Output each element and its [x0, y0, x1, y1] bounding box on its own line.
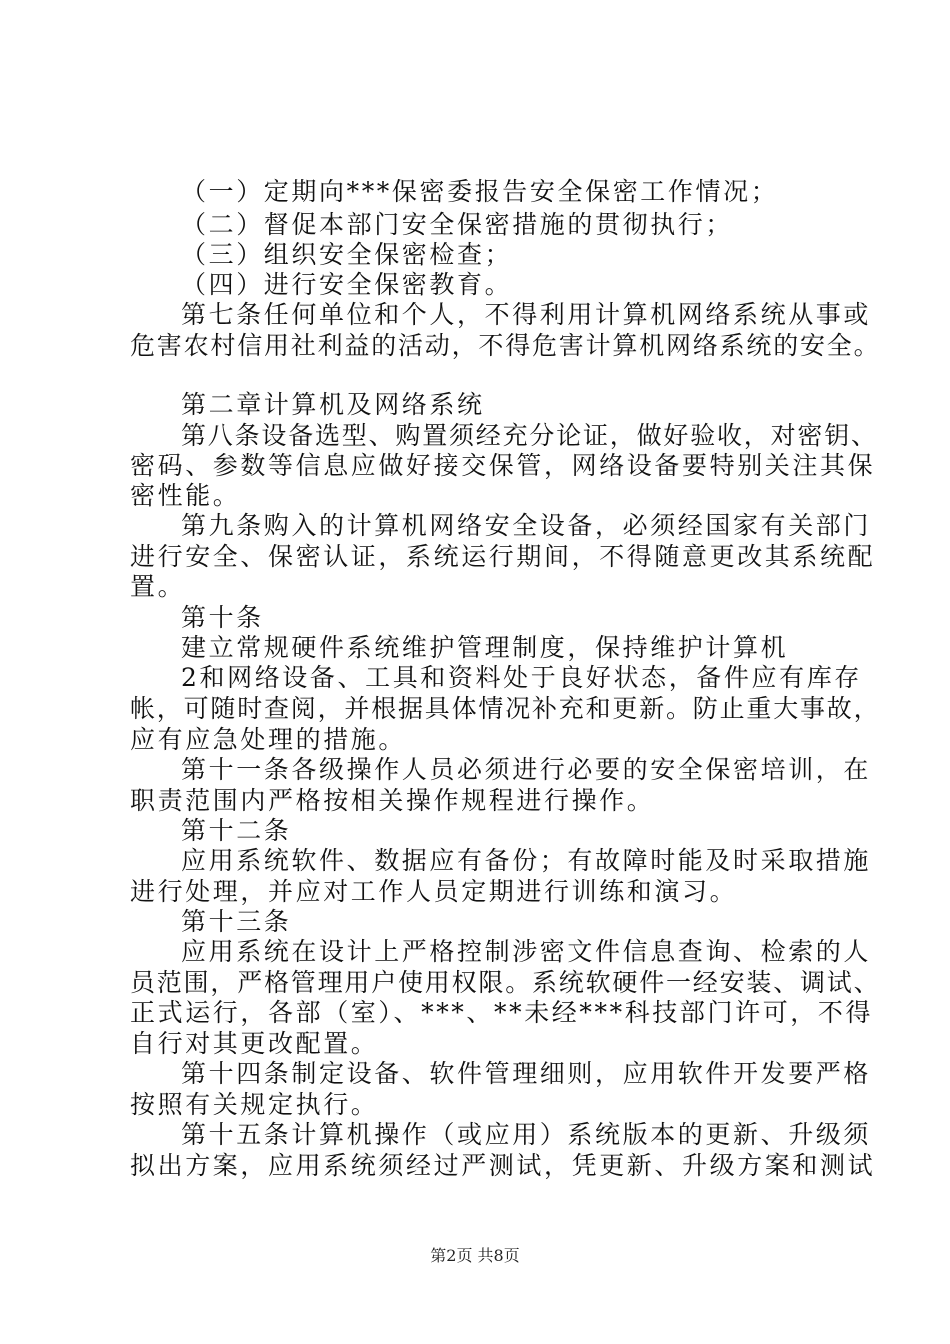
- text-line: 第九条购入的计算机网络安全设备，必须经国家有关部门: [181, 511, 872, 540]
- text-line: 应用系统软件、数据应有备份；有故障时能及时采取措施: [181, 846, 872, 875]
- article-heading: 第十二条: [181, 816, 292, 845]
- text-line: 密码、参数等信息应做好接交保管，网络设备要特别关注其保: [130, 451, 876, 480]
- text-line: 进行安全、保密认证，系统运行期间，不得随意更改其系统配: [130, 542, 876, 571]
- text-line: （二）督促本部门安全保密措施的贯彻执行；: [181, 210, 734, 239]
- text-line: 正式运行，各部（室）、***、**未经***科技部门许可，不得: [130, 998, 874, 1027]
- text-line: （一）定期向***保密委报告安全保密工作情况；: [181, 177, 779, 206]
- page-footer: 第2页 共8页: [430, 1246, 520, 1265]
- text-line: 第八条设备选型、购置须经充分论证，做好验收，对密钥、: [181, 421, 878, 450]
- text-line: 帐，可随时查阅，并根据具体情况补充和更新。防止重大事故，: [130, 694, 881, 723]
- text-line: 应有应急处理的措施。: [130, 725, 407, 754]
- article-heading: 第十三条: [181, 907, 292, 936]
- text-line: 第十一条各级操作人员必须进行必要的安全保密培训，在: [181, 755, 872, 784]
- text-line: 按照有关规定执行。: [130, 1090, 379, 1119]
- text-line: 第十四条制定设备、软件管理细则，应用软件开发要严格: [181, 1059, 872, 1088]
- text-line: 职责范围内严格按相关操作规程进行操作。: [130, 786, 655, 815]
- text-line: 置。: [130, 572, 186, 601]
- text-line: 第十五条计算机操作（或应用）系统版本的更新、升级须: [181, 1120, 872, 1149]
- text-line: 第七条任何单位和个人，不得利用计算机网络系统从事或: [181, 300, 872, 329]
- text-line: 自行对其更改配置。: [130, 1029, 379, 1058]
- text-line: 进行处理，并应对工作人员定期进行训练和演习。: [130, 877, 738, 906]
- text-line: （三）组织安全保密检查；: [181, 240, 513, 269]
- text-line: （四）进行安全保密教育。: [181, 270, 513, 299]
- text-line: 拟出方案，应用系统须经过严测试，凭更新、升级方案和测试: [130, 1151, 876, 1180]
- text-line: 应用系统在设计上严格控制涉密文件信息查询、检索的人: [181, 937, 872, 966]
- text-line: 2和网络设备、工具和资料处于良好状态，备件应有库存: [181, 663, 862, 692]
- text-line: 密性能。: [130, 481, 241, 510]
- text-line: 员范围，严格管理用户使用权限。系统软硬件一经安装、调试、: [130, 968, 881, 997]
- text-line: 危害农村信用社利益的活动，不得危害计算机网络系统的安全。: [130, 331, 881, 360]
- article-heading: 第十条: [181, 603, 264, 632]
- chapter-heading: 第二章计算机及网络系统: [181, 390, 485, 419]
- text-line: 建立常规硬件系统维护管理制度，保持维护计算机: [181, 633, 789, 662]
